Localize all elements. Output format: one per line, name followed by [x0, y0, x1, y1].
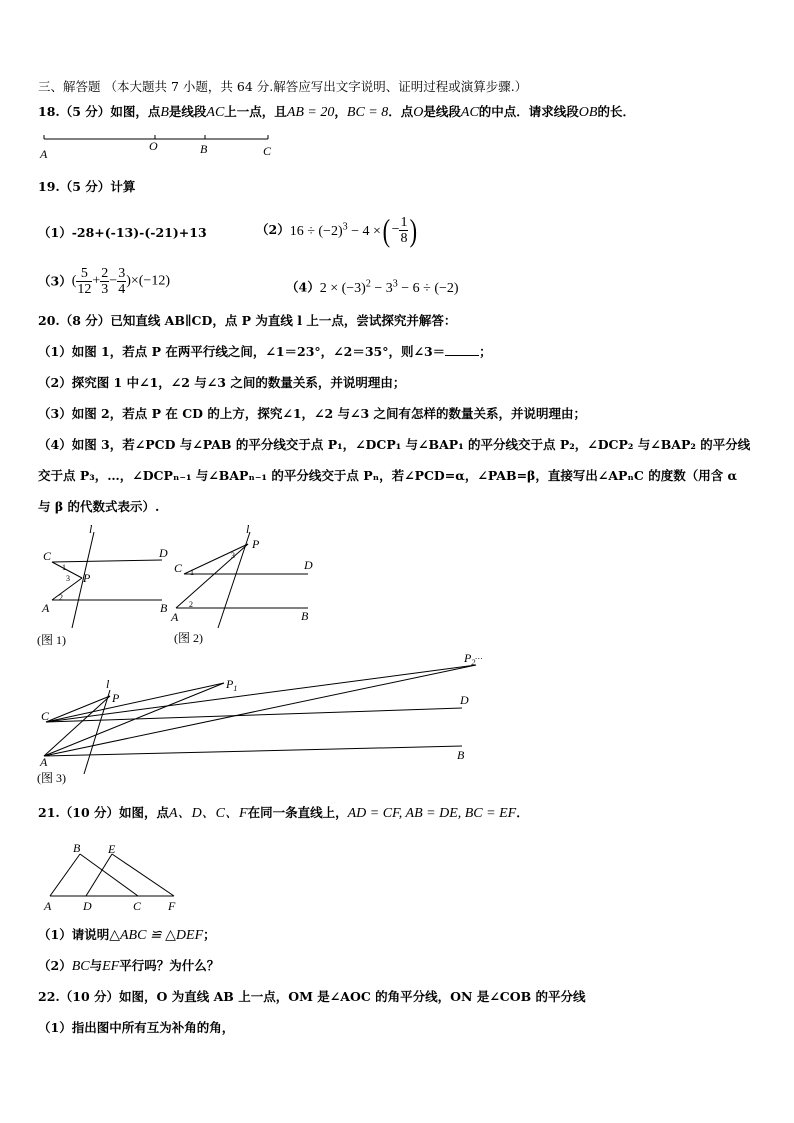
q18-segment-figure	[36, 128, 286, 162]
point-a-label: A	[42, 601, 50, 615]
section-heading: 三、解答题	[38, 79, 101, 94]
q19-p4-expression: − 3	[370, 280, 393, 296]
q18-math-ac: AC	[206, 105, 225, 120]
point-d-label: D	[83, 899, 92, 913]
q21-s2-math-bc: BC	[71, 959, 90, 974]
point-b-label: B	[73, 841, 81, 855]
point-a-label: A	[171, 610, 179, 624]
point-o-label: O	[149, 139, 158, 153]
q20-part-1	[38, 343, 492, 360]
angle-3-label: 3	[231, 551, 235, 560]
q22-points: （10 分）	[59, 989, 119, 1004]
point-p-label: P	[83, 571, 91, 585]
q19-p4-label: （4）	[286, 279, 320, 295]
point-c-label: C	[43, 549, 52, 563]
q21-s2-text: 平行吗？为什么？	[119, 958, 220, 973]
point-d-label: D	[159, 546, 168, 560]
q18-eq-bc: BC = 8	[346, 105, 389, 120]
figure-3	[34, 650, 504, 790]
q22-part-1	[38, 1020, 234, 1036]
q20-s4-text: 与 β 的代数式表示）.	[38, 499, 160, 514]
angle-1-label: 1	[190, 568, 194, 577]
point-a-label: A	[44, 899, 52, 913]
q18-math-b: B	[160, 105, 169, 120]
left-paren-icon: (	[382, 212, 390, 248]
point-f-label: F	[168, 899, 176, 913]
q21-s1-text: ；	[203, 927, 216, 942]
figure-3-caption: (图 3)	[37, 771, 66, 785]
q18-text: 的中点．请求线段	[478, 104, 579, 119]
q18-text: 是线段	[423, 104, 461, 119]
point-b-label: B	[200, 142, 208, 156]
q20-s1-text: ；	[479, 344, 492, 359]
q19-p4-expression: 2 × (−3)	[319, 280, 366, 296]
angle-2-label: 2	[189, 600, 193, 609]
line-l-label: l	[246, 522, 250, 536]
q19-p2-expression: − 4 ×	[347, 224, 381, 240]
q20-s4-text: 交于点 P₃，…，∠DCPₙ₋₁ 与∠BAPₙ₋₁ 的平分线交于点 Pₙ，若∠PCD=α，∠PAB=β，直接写出∠APₙC 的度数（用含 α	[38, 468, 738, 483]
q21-s1-congruence: △ABC ≌ △DEF	[109, 928, 204, 943]
q19-part-3: （3）( $\frac{5}{12}$ + $\frac{2}{3}$ − $\frac{3}{4}$ )×(−12)	[38, 266, 170, 297]
q18-text: 上一点，且	[224, 104, 287, 119]
q19-title: 计算	[110, 179, 136, 194]
q19-p3-frac3-num: 3	[118, 266, 126, 281]
q19-number: 19.	[38, 179, 60, 194]
q20-stem: 已知直线 AB∥CD，点 P 为直线 l 上一点，尝试探究并解答：	[110, 313, 457, 328]
question-22	[38, 989, 586, 1005]
q19-p1-expression: -28+(-13)-(-21)+13	[71, 225, 207, 240]
figure-1	[34, 520, 184, 654]
q19-part-2: $(2)16 \div (-2)^3 - 4$ ×( − $\frac{1}{8}$ )	[256, 212, 418, 248]
question-18	[38, 104, 635, 121]
q21-s2-text: 与	[89, 958, 103, 973]
q19-p3-frac2-den: 3	[101, 282, 109, 297]
point-c-label: C	[263, 144, 272, 158]
q19-p3-frac1-num: 5	[76, 266, 92, 282]
q21-s2-math-ef: EF	[102, 959, 120, 974]
q19-p2-exponent: 3	[342, 221, 348, 233]
q19-p4-exponent: 2	[365, 278, 371, 289]
question-20	[38, 313, 456, 329]
q21-part-2	[38, 958, 219, 975]
q18-text: 是线段	[168, 104, 207, 119]
q19-part-1	[38, 225, 207, 241]
q19-p4-expression: − 6 ÷ (−2)	[397, 280, 459, 296]
right-paren-icon: )	[410, 212, 418, 248]
q21-equations: AD = CF, AB = DE, BC = EF	[347, 806, 517, 821]
q19-p2-frac-den: 8	[400, 230, 408, 246]
q21-points-list: A、D、C、F	[169, 806, 248, 821]
line-l-label: l	[106, 677, 110, 691]
point-b-label: B	[457, 748, 465, 762]
q21-triangles-figure	[40, 838, 190, 916]
q20-s4-text: （4）如图 3，若∠PCD 与∠PAB 的平分线交于点 P₁，∠DCP₁ 与∠BAP₁ 的平分线交于点 P₂，∠DCP₂ 与∠BAP₂ 的平分线	[38, 437, 751, 452]
q18-text: ．点	[388, 104, 414, 119]
q20-s2-text: （2）探究图 1 中∠1，∠2 与∠3 之间的数量关系，并说明理由；	[38, 375, 406, 390]
question-19	[38, 179, 135, 195]
q20-part-2	[38, 375, 405, 391]
q21-part-1	[38, 927, 216, 944]
q20-part-3	[38, 406, 586, 422]
point-p-label: P	[112, 691, 120, 705]
point-p-label: P	[252, 537, 260, 551]
figure-2-caption: (图 2)	[174, 631, 203, 645]
q20-points: （8 分）	[59, 313, 111, 328]
q18-math-ob: OB	[578, 105, 598, 120]
line-l-label: l	[89, 522, 93, 536]
figure-2	[168, 520, 328, 654]
point-a-label: A	[40, 147, 48, 161]
q19-p2-expression: 16 ÷ (−2)	[289, 224, 343, 240]
q18-text: 如图，点	[110, 104, 161, 119]
q20-number: 20.	[38, 313, 60, 328]
angle-1-label: 1	[62, 563, 66, 572]
q22-number: 22.	[38, 989, 60, 1004]
q18-text: ，	[334, 104, 347, 119]
q20-s3-text: （3）如图 2，若点 P 在 CD 的上方，探究∠1，∠2 与∠3 之间有怎样的数量关系，并说明理由；	[38, 406, 587, 421]
q19-p2-label: （2）	[256, 222, 290, 237]
q21-text: 在同一条直线上，	[247, 805, 348, 820]
q21-text: 如图，点	[119, 805, 170, 820]
point-c-label: C	[41, 709, 50, 723]
point-c-label: C	[174, 561, 183, 575]
q20-s1-text: （1）如图 1，若点 P 在两平行线之间，∠1＝23°，∠2＝35°，则∠3＝	[38, 344, 446, 359]
angle-2-label: 2	[59, 593, 63, 602]
section-title	[38, 79, 527, 95]
section-note: （本大题共 7 小题，共 64 分.解答应写出文字说明、证明过程或演算步骤.）	[104, 79, 528, 94]
point-c-label: C	[133, 899, 142, 913]
figure-1-caption: (图 1)	[37, 633, 66, 647]
answer-blank[interactable]	[445, 343, 479, 356]
q18-points: （5 分）	[59, 104, 111, 119]
q21-points: （10 分）	[59, 805, 119, 820]
q18-text: 的长．	[597, 104, 635, 119]
point-a-label: A	[40, 755, 48, 769]
q18-eq-ab: AB = 20	[286, 105, 335, 120]
q20-part-4-line3	[38, 499, 159, 515]
point-b-label: B	[301, 609, 309, 623]
q19-points: （5 分）	[59, 179, 111, 194]
q19-p2-frac-num: 1	[400, 214, 408, 230]
q18-number: 18.	[38, 104, 60, 119]
q18-math-o: O	[413, 105, 424, 120]
q19-p3-frac2-num: 2	[101, 266, 109, 281]
point-d-label: D	[304, 558, 313, 572]
q19-p3-frac3-den: 4	[118, 282, 126, 297]
q19-p3-label: （3）	[38, 273, 72, 289]
q18-math-ac: AC	[460, 105, 479, 120]
point-p2-label: $P_2^\dots$	[464, 651, 483, 667]
q19-p1-label: （1）	[38, 225, 72, 240]
q19-part-4	[286, 276, 459, 297]
point-p1-label: $P_1$	[226, 677, 238, 693]
q19-p3-tail: ×(−12)	[130, 273, 170, 289]
q19-p4-exponent: 3	[392, 278, 398, 289]
q22-stem: 如图，O 为直线 AB 上一点，OM 是∠AOC 的角平分线，ON 是∠COB 的平分线	[119, 989, 586, 1004]
q21-s1-text: （1）请说明	[38, 927, 110, 942]
q19-p3-frac1-den: 12	[77, 282, 92, 297]
q22-s1-text: （1）指出图中所有互为补角的角，	[38, 1020, 235, 1035]
point-d-label: D	[460, 693, 469, 707]
point-b-label: B	[160, 601, 168, 615]
question-21	[38, 805, 529, 822]
q21-number: 21.	[38, 805, 60, 820]
q21-text: ．	[516, 805, 529, 820]
q20-part-4-line2	[38, 468, 737, 484]
point-e-label: E	[108, 842, 116, 856]
q21-s2-text: （2）	[38, 958, 72, 973]
q20-part-4-line1	[38, 437, 750, 453]
angle-3-label: 3	[66, 574, 70, 583]
